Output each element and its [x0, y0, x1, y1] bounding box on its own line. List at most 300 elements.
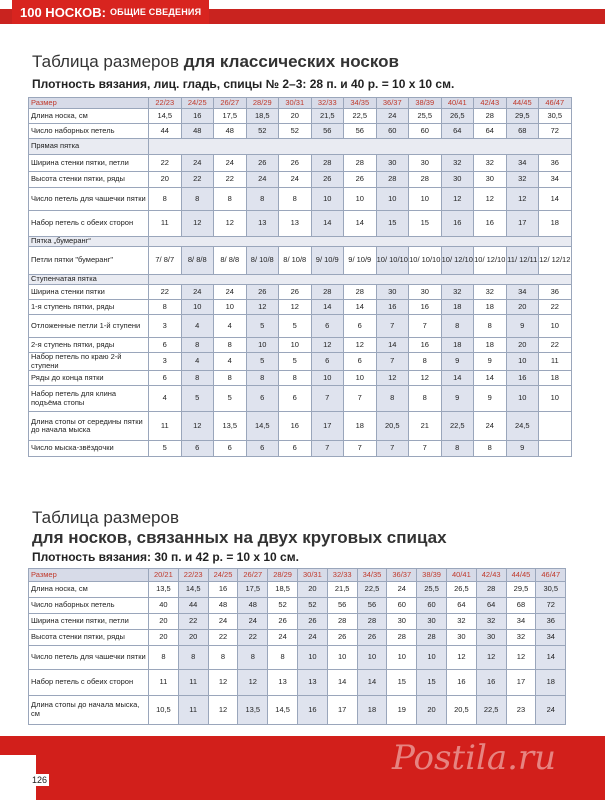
table-cell: 22: [181, 172, 214, 188]
table-cell: 14: [376, 338, 409, 353]
table-cell: 32: [474, 285, 507, 300]
table-cell: 20,5: [376, 412, 409, 441]
table-cell: 14: [311, 300, 344, 315]
table-cell: 10: [311, 188, 344, 211]
section-name: ОБЩИЕ СВЕДЕНИЯ: [109, 7, 202, 17]
table-cell: 14,5: [178, 582, 208, 598]
table-cell: 5: [279, 353, 312, 371]
table-cell: 13,5: [214, 412, 247, 441]
table-cell: 10: [376, 188, 409, 211]
table-cell: 8: [181, 371, 214, 386]
table-cell: 60: [387, 598, 417, 614]
row-label: Число мыска-звёздочки: [29, 441, 149, 457]
table-cell: 26: [246, 285, 279, 300]
table-cell: 8: [409, 386, 442, 412]
table-cell: 22: [539, 338, 572, 353]
table-cell: 64: [446, 598, 476, 614]
table-cell: 8: [149, 646, 179, 670]
table-cell: 26: [297, 614, 327, 630]
table-cell: 26,5: [441, 109, 474, 124]
table-cell: 12: [344, 338, 377, 353]
table-cell: 26: [357, 630, 387, 646]
table-cell: 16: [181, 109, 214, 124]
table-cell: 15: [376, 211, 409, 237]
table-cell: 8: [279, 371, 312, 386]
table-cell: 9: [506, 441, 539, 457]
table-cell: 10: [539, 386, 572, 412]
table-cell: 16: [446, 670, 476, 696]
table-cell: 10/ 10/10: [376, 247, 409, 275]
table-cell: 12: [181, 211, 214, 237]
table-cell: 24: [208, 614, 238, 630]
table-cell: 12: [474, 188, 507, 211]
table-cell: 48: [181, 124, 214, 139]
table-cell: 12: [446, 646, 476, 670]
table-cell: 18: [441, 300, 474, 315]
size-header-cell: 28/29: [246, 98, 279, 109]
table-cell: 20: [178, 630, 208, 646]
table-cell: 20: [149, 614, 179, 630]
table-cell: 22: [149, 285, 182, 300]
table-cell: 32: [506, 172, 539, 188]
table-cell: 40: [149, 598, 179, 614]
table-cell: 4: [214, 353, 247, 371]
table-row: [29, 124, 572, 139]
table-cell: 56: [311, 124, 344, 139]
table-cell: 32: [446, 614, 476, 630]
book-title: 100 НОСКОВ:: [20, 4, 106, 20]
size-header-label: Размер: [29, 569, 149, 582]
table-cell: 30: [376, 155, 409, 172]
size-header-cell: 40/41: [446, 569, 476, 582]
table-cell: 12: [441, 188, 474, 211]
table-cell: 8: [208, 646, 238, 670]
table-cell: 28: [344, 155, 377, 172]
row-label: Набор петель для клина подъёма стопы: [29, 386, 149, 412]
table-cell: 24: [297, 630, 327, 646]
size-header-cell: 32/33: [311, 98, 344, 109]
table1-title: [32, 52, 399, 72]
row-label: Длина стопы до начала мыска, см: [29, 696, 149, 725]
table-cell: 8: [268, 646, 298, 670]
size-header-cell: 46/47: [536, 569, 566, 582]
table-cell: 10: [539, 315, 572, 338]
table-cell: 34: [536, 630, 566, 646]
table-row: [29, 172, 572, 188]
table-cell: 14,5: [246, 412, 279, 441]
table-cell: 17: [311, 412, 344, 441]
table-cell: 10: [214, 300, 247, 315]
table-cell: 16: [409, 338, 442, 353]
table-cell: 6: [279, 441, 312, 457]
table-cell: 28: [417, 630, 447, 646]
table-cell: 5: [246, 353, 279, 371]
table-cell: 28: [409, 172, 442, 188]
table-cell: 6: [311, 353, 344, 371]
table-cell: 16: [476, 670, 506, 696]
table-cell: 14: [357, 670, 387, 696]
row-label: Ширина стенки пятки: [29, 285, 149, 300]
table-cell: 12: [246, 300, 279, 315]
table-cell: 8: [409, 353, 442, 371]
table-cell: 15: [387, 670, 417, 696]
size-header-cell: 36/37: [376, 98, 409, 109]
table-cell: 30: [409, 285, 442, 300]
table-cell: 28: [387, 630, 417, 646]
table2-density: Плотность вязания: 30 п. и 42 р. = 10 х 10 см.: [32, 550, 299, 564]
table-cell: 60: [376, 124, 409, 139]
size-header-cell: 42/43: [474, 98, 507, 109]
table-cell: 18: [539, 371, 572, 386]
size-header-cell: 36/37: [387, 569, 417, 582]
table-cell: 12: [476, 646, 506, 670]
table-row: [29, 300, 572, 315]
table-cell: 8: [238, 646, 268, 670]
table-cell: 21: [409, 412, 442, 441]
table-cell: 10: [506, 386, 539, 412]
table-cell: 6: [246, 386, 279, 412]
table-row: [29, 188, 572, 211]
table1-grid: [28, 97, 572, 457]
table-cell: 4: [149, 386, 182, 412]
table-cell: 16: [441, 211, 474, 237]
table-cell: 9/ 10/9: [344, 247, 377, 275]
table-cell: 10: [344, 371, 377, 386]
section-row: [29, 275, 572, 285]
table-cell: 6: [214, 441, 247, 457]
table-cell: 18,5: [246, 109, 279, 124]
table-cell: 9: [474, 353, 507, 371]
table-cell: 30: [476, 630, 506, 646]
table-cell: 24: [376, 109, 409, 124]
section-spacer: [149, 139, 572, 155]
row-label: Петли пятки "бумеранг": [29, 247, 149, 275]
table-cell: 3: [149, 353, 182, 371]
table-cell: 7: [409, 441, 442, 457]
table-cell: 24: [214, 155, 247, 172]
table-row: [29, 285, 572, 300]
size-header-cell: 30/31: [279, 98, 312, 109]
table-cell: 32: [476, 614, 506, 630]
table-cell: 12: [311, 338, 344, 353]
table-row: [29, 247, 572, 275]
table-cell: 9: [506, 315, 539, 338]
table-cell: 12: [506, 188, 539, 211]
row-label: Длина стопы от середины пятки до начала мыска: [29, 412, 149, 441]
table-cell: 30: [474, 172, 507, 188]
size-header-cell: 22/23: [149, 98, 182, 109]
table-cell: 8/ 10/8: [279, 247, 312, 275]
table-cell: 9: [441, 353, 474, 371]
table-cell: 18: [536, 670, 566, 696]
table-cell: 8: [246, 188, 279, 211]
table-cell: 7: [376, 315, 409, 338]
table-cell: 14: [536, 646, 566, 670]
table-cell: 7/ 8/7: [149, 247, 182, 275]
table-row: [29, 630, 566, 646]
table-cell: 30: [441, 172, 474, 188]
table-cell: 21,5: [327, 582, 357, 598]
table-cell: 10: [246, 338, 279, 353]
table-cell: 34: [506, 285, 539, 300]
table-cell: 26: [327, 630, 357, 646]
table-cell: 60: [417, 598, 447, 614]
size-header-cell: 40/41: [441, 98, 474, 109]
table-cell: 8: [214, 338, 247, 353]
row-label: Ряды до конца пятки: [29, 371, 149, 386]
table-cell: 24,5: [506, 412, 539, 441]
table2-grid: [28, 568, 566, 725]
table-cell: 32: [441, 285, 474, 300]
table-cell: 14: [327, 670, 357, 696]
table-cell: 24: [268, 630, 298, 646]
table-cell: 22: [208, 630, 238, 646]
table-cell: 20: [279, 109, 312, 124]
size-header-cell: 44/45: [506, 569, 536, 582]
table-cell: 28: [476, 582, 506, 598]
table-cell: 21,5: [311, 109, 344, 124]
table-cell: 22: [238, 630, 268, 646]
table-cell: 17,5: [238, 582, 268, 598]
table-cell: 30,5: [536, 582, 566, 598]
table-cell: 18: [474, 338, 507, 353]
table-cell: 8: [474, 315, 507, 338]
table-cell: 26: [268, 614, 298, 630]
table-cell: 18: [344, 412, 377, 441]
table-row: [29, 598, 566, 614]
table-cell: 22,5: [476, 696, 506, 725]
table-cell: 26: [279, 285, 312, 300]
table-cell: 11: [178, 696, 208, 725]
table-cell: 52: [268, 598, 298, 614]
table-cell: 36: [536, 614, 566, 630]
table-cell: 6: [181, 441, 214, 457]
table-cell: 44: [178, 598, 208, 614]
table-cell: 5: [149, 441, 182, 457]
row-label: Число наборных петель: [29, 124, 149, 139]
table-cell: 20: [417, 696, 447, 725]
size-header-cell: 26/27: [238, 569, 268, 582]
table-cell: 13: [246, 211, 279, 237]
table-cell: 26: [246, 155, 279, 172]
table-cell: 11: [539, 353, 572, 371]
table-cell: 34: [506, 155, 539, 172]
table-cell: 12: [238, 670, 268, 696]
table-row: [29, 315, 572, 338]
table-cell: 64: [476, 598, 506, 614]
table-cell: 10: [417, 646, 447, 670]
table-cell: 12: [208, 670, 238, 696]
table-cell: 22: [178, 614, 208, 630]
table-row: [29, 441, 572, 457]
table-cell: 10: [387, 646, 417, 670]
table-cell: 15: [409, 211, 442, 237]
table-cell: 8: [178, 646, 208, 670]
table-cell: 20: [149, 172, 182, 188]
table-cell: 25,5: [417, 582, 447, 598]
table-cell: 10: [311, 371, 344, 386]
table-cell: 11: [149, 412, 182, 441]
table-cell: 14,5: [268, 696, 298, 725]
row-label: Отложенные петли 1-й ступени: [29, 315, 149, 338]
table-cell: 6: [344, 353, 377, 371]
table-cell: 10: [297, 646, 327, 670]
table-cell: 24: [474, 412, 507, 441]
table1-title-bold: для классических носков: [183, 52, 399, 71]
table-cell: 10: [181, 300, 214, 315]
table2-title-line1: Таблица размеров: [32, 508, 179, 527]
table-cell: 56: [327, 598, 357, 614]
table-row: [29, 371, 572, 386]
table-cell: 10: [506, 353, 539, 371]
table-row: [29, 696, 566, 725]
table-cell: 13,5: [149, 582, 179, 598]
size-header-cell: 26/27: [214, 98, 247, 109]
table-cell: 12: [214, 211, 247, 237]
table-cell: 6: [149, 338, 182, 353]
table-cell: 24: [536, 696, 566, 725]
table-cell: 68: [506, 598, 536, 614]
table-cell: 30: [376, 285, 409, 300]
row-label: Набор петель с обеих сторон: [29, 211, 149, 237]
row-label: Число петель для чашечки пятки: [29, 188, 149, 211]
table2-title-line2: для носков, связанных на двух круговых спицах: [32, 528, 447, 547]
table-cell: 30: [409, 155, 442, 172]
table-cell: 48: [208, 598, 238, 614]
table-cell: 26,5: [446, 582, 476, 598]
table-cell: 22,5: [441, 412, 474, 441]
table-cell: 17: [506, 211, 539, 237]
table-cell: 6: [246, 441, 279, 457]
table-cell: [539, 441, 572, 457]
table-cell: 24: [279, 172, 312, 188]
table-cell: 8: [149, 188, 182, 211]
table-cell: 16: [279, 412, 312, 441]
table-cell: 20: [297, 582, 327, 598]
table-cell: 28: [311, 155, 344, 172]
table-cell: 44: [149, 124, 182, 139]
table-cell: 8: [376, 386, 409, 412]
table-cell: 9: [474, 386, 507, 412]
table-cell: 5: [246, 315, 279, 338]
table-cell: 12: [506, 646, 536, 670]
size-header-row: [29, 569, 566, 582]
table-cell: 52: [279, 124, 312, 139]
size-header-cell: 46/47: [539, 98, 572, 109]
table-cell: 10/ 10/10: [409, 247, 442, 275]
table-cell: 52: [246, 124, 279, 139]
table-cell: 10: [409, 188, 442, 211]
table-cell: 20: [149, 630, 179, 646]
table-cell: 24: [181, 285, 214, 300]
table-cell: 14: [344, 300, 377, 315]
section-label: Пятка „бумеранг“: [29, 237, 149, 247]
size-header-cell: 28/29: [268, 569, 298, 582]
table-row: [29, 670, 566, 696]
table-cell: 24: [214, 285, 247, 300]
table-cell: 16: [297, 696, 327, 725]
table-cell: 72: [539, 124, 572, 139]
table-cell: 18: [474, 300, 507, 315]
row-label: Длина носка, см: [29, 109, 149, 124]
table-cell: 19: [387, 696, 417, 725]
table-cell: 29,5: [506, 582, 536, 598]
table-cell: 14: [311, 211, 344, 237]
table-cell: 17: [506, 670, 536, 696]
table-row: [29, 353, 572, 371]
table-cell: 8: [149, 300, 182, 315]
table-cell: 11: [149, 670, 179, 696]
table-cell: 72: [536, 598, 566, 614]
table-cell: 8/ 8/8: [181, 247, 214, 275]
table-cell: 3: [149, 315, 182, 338]
size-header-cell: 24/25: [208, 569, 238, 582]
table-cell: 30: [446, 630, 476, 646]
size-header-cell: 24/25: [181, 98, 214, 109]
table-cell: 23: [506, 696, 536, 725]
table-cell: 22,5: [344, 109, 377, 124]
table-cell: 16: [506, 371, 539, 386]
table-row: [29, 211, 572, 237]
table-cell: 7: [311, 386, 344, 412]
section-row: [29, 237, 572, 247]
table-cell: 17: [327, 696, 357, 725]
row-label: Высота стенки пятки, ряды: [29, 630, 149, 646]
table-cell: 28: [327, 614, 357, 630]
table-cell: 8: [474, 441, 507, 457]
table-cell: 10: [279, 338, 312, 353]
table-cell: 6: [149, 371, 182, 386]
size-header-label: Размер: [29, 98, 149, 109]
table-cell: 48: [238, 598, 268, 614]
table-row: [29, 412, 572, 441]
table-cell: 5: [279, 315, 312, 338]
table-cell: 18: [441, 338, 474, 353]
table-cell: 7: [344, 386, 377, 412]
table-cell: 17,5: [214, 109, 247, 124]
table-cell: 28: [357, 614, 387, 630]
size-header-cell: 30/31: [297, 569, 327, 582]
table-cell: 16: [409, 300, 442, 315]
table-cell: 8: [246, 371, 279, 386]
table-cell: 10/ 12/10: [441, 247, 474, 275]
table-cell: 64: [474, 124, 507, 139]
table-cell: 8: [181, 188, 214, 211]
table-cell: 18: [539, 211, 572, 237]
table-cell: 13: [297, 670, 327, 696]
table-cell: 7: [376, 353, 409, 371]
table-cell: 29,5: [506, 109, 539, 124]
row-label: Ширина стенки пятки, петли: [29, 155, 149, 172]
size-header-cell: 38/39: [409, 98, 442, 109]
table-cell: 30: [417, 614, 447, 630]
table-row: [29, 582, 566, 598]
table-cell: 10/ 12/10: [474, 247, 507, 275]
section-spacer: [149, 275, 572, 285]
row-label: Длина носка, см: [29, 582, 149, 598]
table1-density: Плотность вязания, лиц. гладь, спицы № 2–3: 28 п. и 40 р. = 10 х 10 см.: [32, 77, 455, 91]
table-cell: 22: [539, 300, 572, 315]
size-header-cell: 34/35: [357, 569, 387, 582]
table-cell: 9: [441, 386, 474, 412]
table-cell: 28: [344, 285, 377, 300]
size-header-row: [29, 98, 572, 109]
table-cell: 4: [214, 315, 247, 338]
row-label: Набор петель с обеих сторон: [29, 670, 149, 696]
table-row: [29, 338, 572, 353]
table-cell: 8: [181, 338, 214, 353]
table-cell: 8: [441, 315, 474, 338]
